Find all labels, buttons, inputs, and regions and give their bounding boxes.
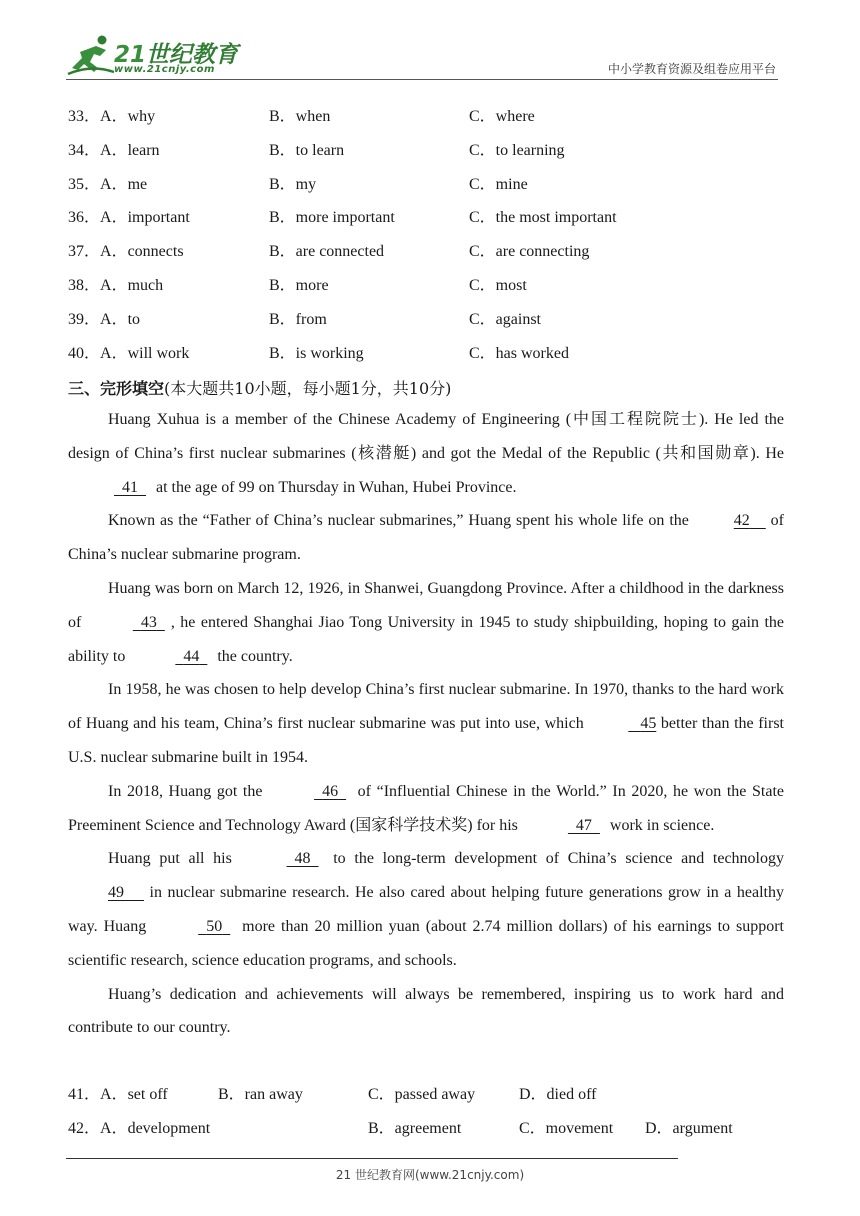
option-b: B．more important — [269, 209, 395, 227]
paragraph: Huang was born on March 12, 1926, in Shanwei, Guangdong Province. After a childhood in the darkness of 43 , he entered Shanghai Jiao Tong University in 1945 to study shipbuilding, hoping to gain the ability to 44 the country. — [68, 572, 784, 673]
option-a: 35．A．me — [68, 175, 148, 193]
option-c: C．are connecting — [469, 243, 590, 261]
option-b: B．to learn — [269, 141, 345, 159]
blank-46: 46 — [322, 782, 339, 800]
option-b: B．when — [269, 108, 331, 125]
option-a: 36．A．important — [68, 209, 190, 227]
option-d: D．argument — [645, 1119, 733, 1137]
blank-49: 49 — [108, 884, 124, 902]
section-note: (本大题共10小题，每小题1分，共10分) — [164, 379, 452, 398]
paragraph: Huang put all his 48 to the long-term development of China’s science and technology 49 in nuclear submarine research. He also cared about helping future generations grow in a healthy way. Huang 50 more than 20 million yuan (about 2.74 million dollars) of his earnings to support scientific research, science education programs, and schools. — [68, 842, 784, 977]
option-c: C．most — [469, 276, 527, 294]
blank-48: 48 — [294, 850, 311, 868]
footer-text: 21 世纪教育网(www.21cnjy.com) — [335, 1168, 525, 1182]
option-c: C．the most important — [469, 209, 617, 227]
option-c: C．against — [469, 310, 541, 328]
option-c: C．to learning — [469, 141, 565, 159]
blank-50: 50 — [206, 917, 223, 935]
paragraph: Known as the “Father of China’s nuclear submarines,” Huang spent his whole life on the 42 of China’s nuclear submarine program. — [68, 504, 784, 572]
runner-logo-icon — [66, 34, 116, 78]
option-c: C．where — [469, 108, 535, 125]
blank-47: 47 — [575, 816, 592, 834]
option-a: 41．A．set off — [68, 1086, 168, 1103]
option-a: 33．A．why — [68, 108, 156, 125]
option-c: C．passed away — [368, 1086, 476, 1103]
option-b: B．agreement — [368, 1119, 462, 1137]
blank-44: 44 — [183, 647, 200, 665]
option-a: 40．A．will work — [68, 344, 190, 362]
logo-url: www.21cnjy.com — [114, 64, 215, 75]
paragraph: In 2018, Huang got the 46 of “Influential Chinese in the World.” In 2020, he won the State Preeminent Science and Technology Award (国家科学技术奖) for his 47 work in science. — [68, 775, 784, 843]
section-title — [68, 376, 451, 399]
blank-41: 41 — [122, 478, 138, 496]
option-b: B．ran away — [218, 1086, 303, 1103]
answer-row — [68, 1112, 784, 1146]
option-a: 42．A．development — [68, 1119, 211, 1137]
logo — [66, 34, 239, 78]
option-a: 34．A．learn — [68, 141, 160, 159]
option-c: C．has worked — [469, 344, 569, 362]
header-divider — [66, 79, 778, 80]
paragraph: Huang Xuhua is a member of the Chinese Academy of Engineering (中国工程院院士). He led the design of China’s first nuclear submarines (核潜艇) and got the Medal of the Republic (共和国勋章). He 41 at the age of 99 on Thursday in Wuhan, Hubei Province. — [68, 403, 784, 504]
option-a: 37．A．connects — [68, 243, 184, 261]
option-b: B．is working — [269, 344, 364, 362]
section-heading: 三、完形填空 — [68, 379, 165, 398]
blank-42: 42 — [733, 512, 750, 530]
option-b: B．more — [269, 276, 329, 294]
option-d: D．died off — [519, 1086, 597, 1103]
page-header — [0, 0, 860, 80]
blank-43: 43 — [140, 613, 157, 631]
answer-options — [68, 1078, 784, 1146]
option-c: C．movement — [519, 1119, 614, 1137]
cloze-passage — [68, 403, 784, 1045]
option-a: 38．A．much — [68, 276, 164, 294]
answer-row — [68, 1078, 784, 1112]
option-c: C．mine — [469, 175, 528, 193]
paragraph: Huang’s dedication and achievements will always be remembered, inspiring us to work hard and contribute to our country. — [68, 985, 784, 1037]
blank-45: 45 — [640, 715, 657, 733]
option-b: B．my — [269, 175, 317, 193]
option-b: B．from — [269, 310, 327, 328]
option-b: B．are connected — [269, 243, 385, 261]
footer-divider — [66, 1158, 678, 1159]
option-a: 39．A．to — [68, 310, 141, 328]
paragraph: In 1958, he was chosen to help develop China’s first nuclear submarine. In 1970, thanks to the hard work of Huang and his team, China’s first nuclear submarine was put into use, which 45 better than the first U.S. nuclear submarine built in 1954. — [68, 681, 785, 766]
header-platform-text: 中小学教育资源及组卷应用平台 — [607, 62, 776, 76]
logo-text: 21世纪教育 — [114, 42, 239, 68]
